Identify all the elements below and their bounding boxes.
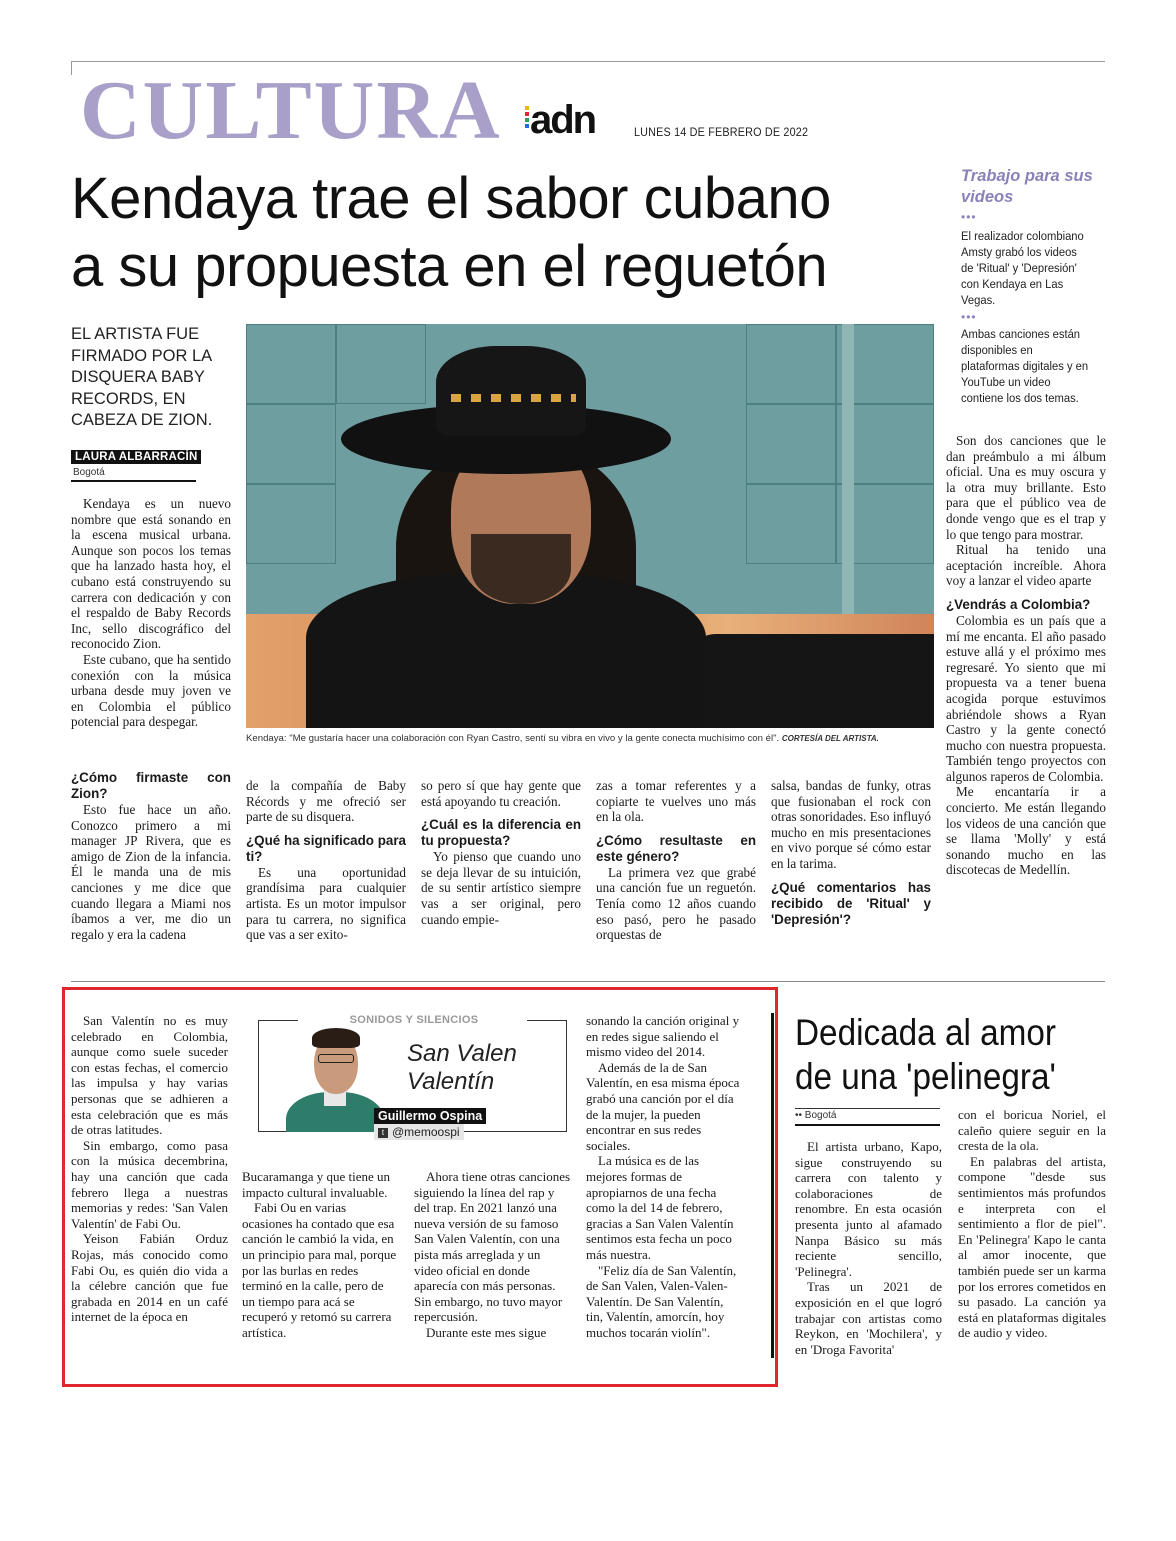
location-dots: ••	[795, 1110, 805, 1121]
logo-dot-red	[525, 112, 529, 116]
adn-logo	[524, 98, 614, 142]
opinion-col-3	[414, 1169, 571, 1363]
main-col-6	[946, 433, 1106, 955]
kicker: EL ARTISTA FUE FIRMADO POR LA DISQUERA BABY RECORDS, EN CABEZA DE ZION.	[71, 325, 213, 429]
interview-question: ¿Cuál es la diferencia en tu propuesta?	[421, 817, 581, 849]
paragraph: En palabras del artista, compone "desde sus sentimientos más profundos e interpreta con el sentimiento a flor de piel". En 'Pelinegra' Kapo le canta al amor inocente, que también puede ser un karma por los errores cometidos en su pasado. La canción ya está en plataformas digitales de audio y video.	[958, 1153, 1106, 1341]
paragraph: La música es de las mejores formas de apropiarnos de una fecha como la del 14 de febrero, gracias a San Valen Valentín sentimos esta fecha un poco más nuestra.	[586, 1153, 734, 1262]
paragraph: Son dos canciones que le dan preámbulo a mi álbum oficial. Una es muy oscura y la otra muy brillante. Esto para que el público vea de donde vengo que es el trap y lo que tengo para mostrar.	[946, 433, 1106, 542]
main-col-2	[246, 778, 406, 955]
twitter-icon: t	[378, 1128, 388, 1138]
paragraph: Me encantaría ir a concierto. Me están llegando los videos de una canción que se llama 'Molly' y está sonando mucho en las discotecas de Medellín.	[946, 784, 1106, 878]
paragraph: Es una oportunidad grandísima para cualquier artista. Es un motor impulsor para tu carrera, no significa que vas a ser exito-	[246, 864, 406, 943]
paragraph: "Feliz día de San Valentín, de San Valen, Valen-Valen-Valentín. De San Valentín, tin, Valentín, amorcín, hoy muchos tocarán violín".	[586, 1262, 737, 1340]
column-section-label: SONIDOS Y SILENCIOS	[304, 1014, 524, 1026]
paragraph: Yo pienso que cuando uno se deja llevar de su intuición, de su sentir artístico siempre vas a ser original, pero cuando empie-	[421, 849, 581, 927]
wall-tile	[246, 484, 336, 564]
main-headline-line1: Kendaya trae el sabor cubano	[71, 166, 831, 231]
beard	[471, 534, 571, 604]
paragraph: con el boricua Noriel, el caleño quiere seguir en la cresta de la ola.	[958, 1107, 1106, 1154]
author-location: Bogotá	[73, 467, 105, 478]
brief-location	[795, 1110, 836, 1121]
interview-question: ¿Vendrás a Colombia?	[946, 596, 1091, 612]
sidebar-dots: •••	[961, 210, 977, 224]
logo-text: adn	[530, 98, 596, 142]
wall-tile	[746, 404, 836, 484]
columnist-box-top-right	[527, 1020, 567, 1021]
brief-location-rule-bottom	[795, 1124, 940, 1126]
columnist-name: Guillermo Ospina	[374, 1108, 486, 1124]
main-col-1-lower	[71, 770, 231, 955]
brief-location-text: Bogotá	[804, 1110, 837, 1121]
wall-tile	[246, 404, 336, 484]
paragraph: Kendaya es un nuevo nombre que está sonando en la escena musical urbana. Aunque son pocos los temas que ha lanzado hasta hoy, el cubano está construyendo su carrera con dedicación y con el respaldo de Baby Records Inc, sello discográfico del reconocido Zion.	[71, 496, 231, 652]
paragraph: Además de la de San Valentín, en esa misma época grabó una canción por el día de la mujer, la pueden encontrar en sus redes sociales.	[586, 1059, 740, 1153]
logo-dot-yellow	[525, 106, 529, 110]
paragraph: sonando la canción original y en redes sigue saliendo el mismo video del 2014.	[586, 1013, 740, 1060]
brief-location-rule	[795, 1108, 940, 1109]
top-rule-tick	[71, 61, 72, 75]
opinion-col-4	[586, 1013, 742, 1363]
paragraph: de la compañía de Baby Récords y me ofreció ser parte de su disquera.	[246, 778, 406, 825]
wall-tile	[746, 484, 836, 564]
section-divider	[71, 981, 1105, 982]
logo-dot-blue	[525, 124, 529, 128]
paragraph: Colombia es un país que a mí me encanta. El año pasado estuve allá y el próximo mes regresaré. Yo siento que mi propuesta va a tener buena acogida porque estuvimos abriéndole shows a Ryan Castro y la gente conectó mucho con nuestra propuesta. También tengo proyectos con algunos raperos de Colombia.	[946, 612, 1106, 784]
interview-question: ¿Qué ha significado para ti?	[246, 832, 406, 864]
paragraph: salsa, bandas de funky, otras que fusionaban el rock con otras sonoridades. Eso influyó mucho en mis presentaciones en vivo porque sé cómo estar en la tarima.	[771, 778, 931, 871]
hat-crown	[436, 346, 586, 436]
interview-question: ¿Cómo resultaste en este género?	[596, 832, 756, 864]
columnist-handle-row	[374, 1124, 464, 1140]
main-col-1	[71, 496, 231, 764]
sidebar-item-2: Ambas canciones están disponibles en plataformas digitales y en YouTube un video contiene los dos temas.	[961, 327, 1089, 405]
paragraph: Sin embargo, como pasa con la música decembrina, hay una canción que cada febrero llega a nuestras memorias y redes: 'San Valen Valentín' de Fabi Ou.	[71, 1137, 228, 1231]
artist-photo	[246, 324, 934, 728]
column-title-line2: Valentín	[407, 1068, 495, 1095]
paragraph: zas a tomar referentes y a copiarte te vuelves uno más en la ola.	[596, 778, 756, 825]
main-col-4	[596, 778, 756, 955]
sidebar-dots: •••	[961, 310, 977, 324]
wall-tile	[246, 324, 336, 404]
brief-col-1	[795, 1139, 942, 1363]
sidebar-item-1: El realizador colombiano Amsty grabó los videos de 'Ritual' y 'Depresión' con Kendaya en Las Vegas.	[961, 229, 1084, 307]
wall-tile	[746, 324, 836, 404]
paragraph: so pero sí que hay gente que está apoyando tu creación.	[421, 778, 581, 809]
wall-tile	[336, 324, 426, 404]
main-col-5	[771, 778, 931, 955]
dark-cushion	[686, 634, 934, 728]
paragraph: Durante este mes sigue	[426, 1324, 547, 1340]
top-rule	[71, 61, 1105, 62]
interview-question: ¿Cómo firmaste con Zion?	[71, 770, 231, 801]
paragraph: Fabi Ou en varias ocasiones ha contado que esa canción le cambió la vida, en un principio para mal, porque por las burlas en redes terminó en la calle, pero de un tiempo para acá se recuperó y retomó su carrera artística.	[242, 1200, 397, 1340]
issue-date: LUNES 14 DE FEBRERO DE 2022	[634, 125, 809, 139]
paragraph: Este cubano, que ha sentido conexión con la música urbana desde muy joven ve en Colombia el público potencial para despegar.	[71, 651, 231, 730]
hat-band	[451, 394, 576, 402]
caption-credit: CORTESÍA DEL ARTISTA.	[781, 734, 879, 743]
columnist-box-top-left	[258, 1020, 298, 1021]
logo-dot-green	[525, 118, 529, 122]
paragraph: Yeison Fabián Orduz Rojas, más conocido como Fabi Ou, es quién dio vida a la célebre canción que fue grabada en 2014 en un café internet de la época en	[71, 1231, 228, 1325]
paragraph: Bucaramanga y que tiene un impacto cultural invaluable.	[242, 1169, 390, 1200]
caption-text: Kendaya: "Me gustaría hacer una colaboración con Ryan Castro, sentí su vibra en vivo y la gente conecta muchísimo con él".	[246, 733, 780, 744]
paragraph: El artista urbano, Kapo, sigue construyendo su carrera con talento y colaboraciones de renombre. En esta ocasión presenta junto al afamado Nanpa Básico su más reciente sencillo, 'Pelinegra'.	[795, 1139, 942, 1279]
brief-headline-line2: de una 'pelinegra'	[795, 1056, 1056, 1097]
section-title: CULTURA	[80, 64, 502, 157]
brief-side-rule	[771, 1013, 774, 1358]
column-title-line1: San Valen	[407, 1040, 517, 1067]
paragraph: Ahora tiene otras canciones siguiendo la línea del rap y del trap. En 2021 lanzó una nueva versión de su famoso San Valen Valentín, con una pista más arreglada y un video oficial en donde aparecía con más personas. Sin embargo, no tuvo mayor repercusión.	[414, 1169, 571, 1325]
paragraph: Esto fue hace un año. Conozco primero a mi manager JP Rivera, que es amigo de Zion de la infancia. Él le manda una de mis canciones y me dice que cuando llegara a Miami nos íbamos a ver, me dio un regalo y era la cadena	[71, 802, 231, 942]
main-col-3	[421, 778, 581, 955]
paragraph: San Valentín no es muy celebrado en Colombia, aunque como suele suceder con estas fechas, el comercio las impulsa y hay varias personas que se adhieren a esta celebración que es más de otras latitudes.	[71, 1013, 228, 1138]
brief-col-2	[958, 1107, 1106, 1363]
avatar-glasses	[318, 1054, 354, 1063]
byline-rule	[71, 480, 196, 482]
paragraph: Ritual ha tenido una aceptación increíble. Ahora voy a lanzar el video aparte	[946, 542, 1106, 589]
author-byline: LAURA ALBARRACÍN	[71, 450, 201, 464]
opinion-col-1	[71, 1013, 228, 1363]
interview-question: ¿Qué comentarios has recibido de 'Ritual' y 'Depresión'?	[771, 879, 931, 927]
brief-headline-line1: Dedicada al amor	[795, 1012, 1056, 1053]
avatar-hair	[312, 1028, 360, 1048]
paragraph: Tras un 2021 de exposición en el que logró trabajar con artistas como Reykon, en 'Mochilera', y en 'Droga Favorita'	[795, 1279, 942, 1357]
paragraph: La primera vez que grabé una canción fue un reguetón. Tenía como 12 años cuando eso pasó, pero he pasado orquestas de	[596, 864, 756, 943]
columnist-handle: @memoospi	[392, 1125, 460, 1139]
pipe	[842, 324, 854, 624]
photo-caption	[246, 733, 934, 744]
sidebar-title: Trabajo para sus videos	[961, 167, 1093, 206]
opinion-col-2	[242, 1169, 398, 1363]
main-headline-line2: a su propuesta en el reguetón	[71, 234, 828, 299]
